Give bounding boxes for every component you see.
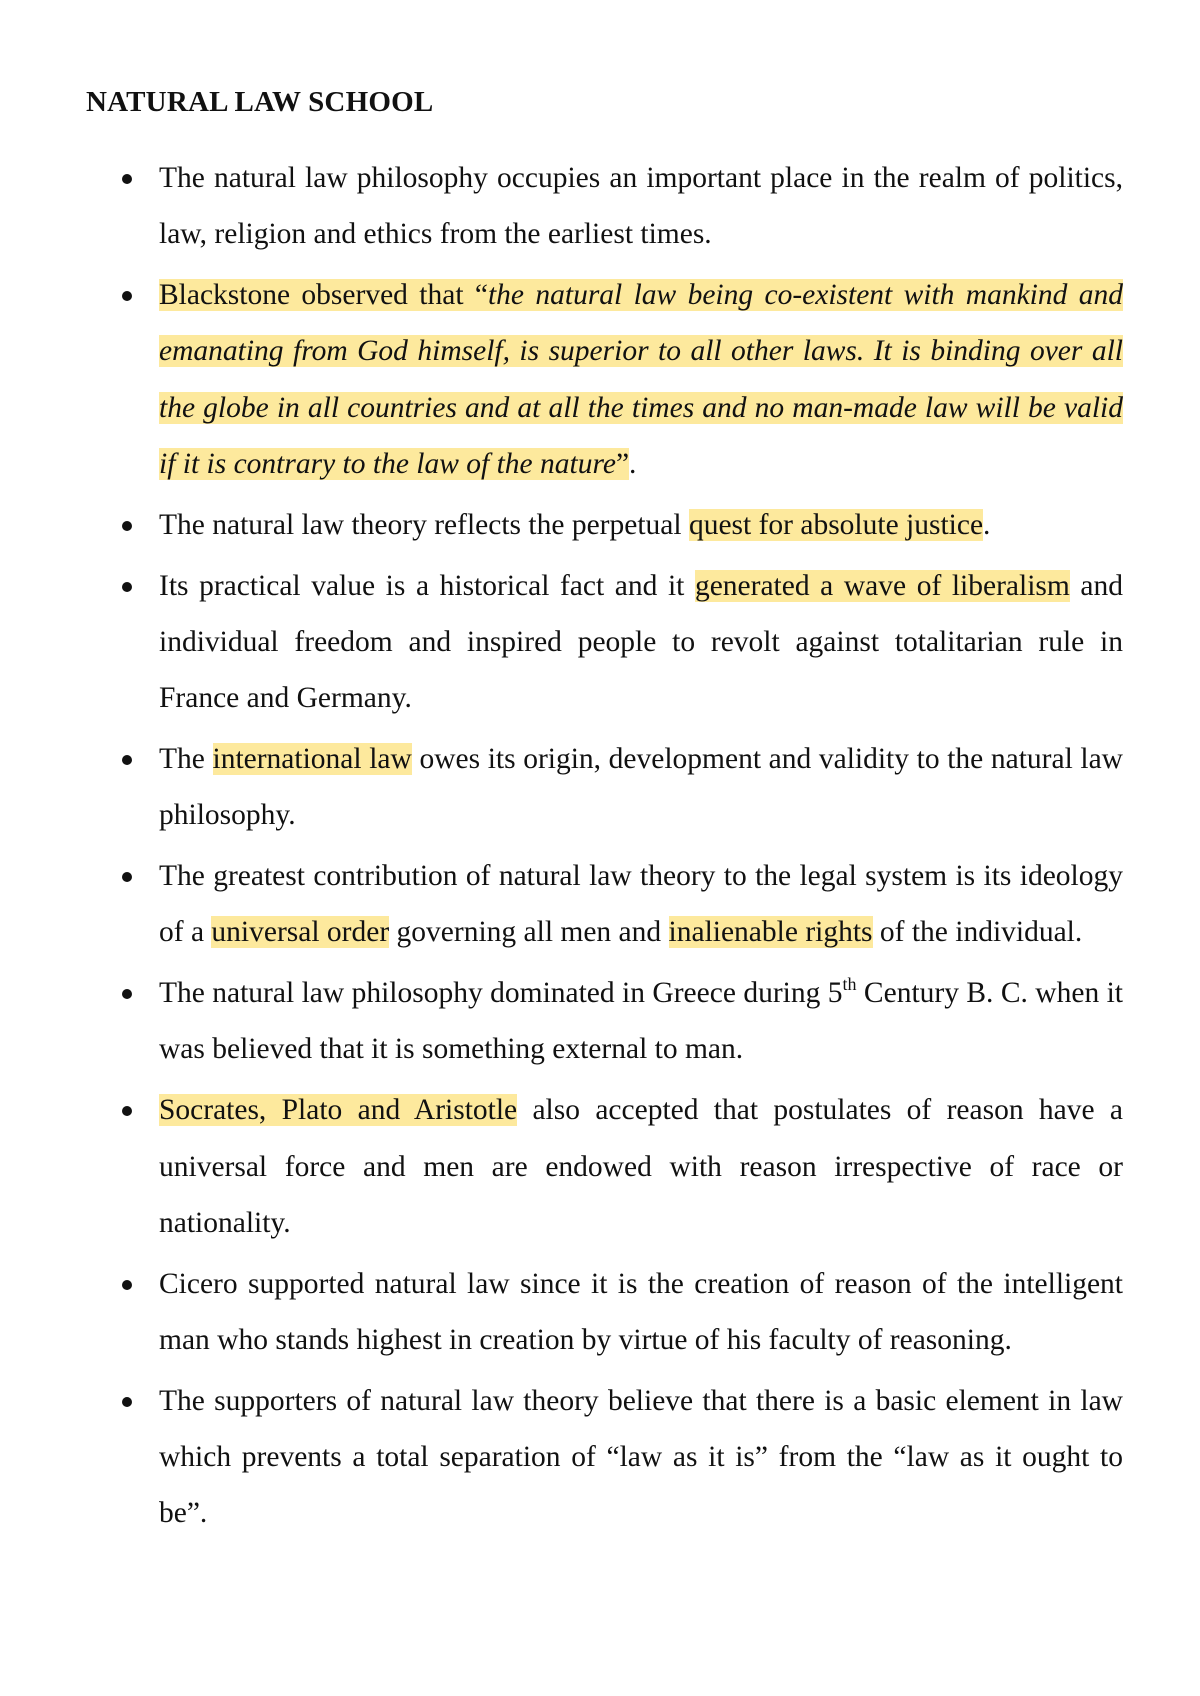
bullet-dot-icon xyxy=(122,1280,132,1290)
highlighted-text: quest for absolute justice xyxy=(688,508,984,541)
item-text: and individual freedom and inspired people to revolt against totalitarian rule in France and Germany. xyxy=(159,569,1124,715)
item-text: Its practical value is a historical fact and it xyxy=(159,569,695,602)
bullet-dot-icon xyxy=(122,582,132,592)
list-item xyxy=(0,267,1123,492)
highlighted-text: ” xyxy=(615,447,630,480)
list-item xyxy=(0,848,1123,961)
bullet-dot-icon xyxy=(122,872,132,882)
item-text: . xyxy=(983,508,991,541)
item-text: . xyxy=(629,447,637,480)
bullet-dot-icon xyxy=(122,755,132,765)
item-text: of the individual. xyxy=(872,916,1083,949)
item-text: Cicero supported natural law since it is the creation of reason of the intelligent man who stands highest in creation by virtue of his faculty of reasoning. xyxy=(159,1267,1123,1356)
list-item xyxy=(0,558,1123,727)
bullet-dot-icon xyxy=(122,521,132,531)
bullet-dot-icon xyxy=(122,1106,132,1116)
item-text: Century B. C. when it was believed that it is something external to man. xyxy=(159,977,1123,1066)
bullet-dot-icon xyxy=(122,989,132,999)
item-text: governing all men and xyxy=(389,916,669,949)
bullet-dot-icon xyxy=(122,174,132,184)
highlighted-quote: the natural law being co-existent with mankind and emanating from God himself, is superior to all other laws. It is binding over all the globe in all countries and at all the times and no man-made law will be valid if it is contrary to the law of the nature xyxy=(159,279,1123,480)
bullet-dot-icon xyxy=(122,291,132,301)
item-text: The supporters of natural law theory believe that there is a basic element in law which prevents a total separation of “law as it is” from the “law as it ought to be”. xyxy=(159,1384,1123,1530)
item-text: The xyxy=(159,742,213,775)
highlighted-text: Socrates, Plato and Aristotle xyxy=(159,1094,518,1127)
list-item xyxy=(0,1256,1123,1369)
item-text: The natural law philosophy dominated in Greece during 5 xyxy=(159,977,843,1010)
list-item xyxy=(0,965,1123,1078)
item-text: The greatest contribution of natural law theory to the legal system is its ideology of a xyxy=(159,860,1123,949)
list-item xyxy=(0,497,1123,553)
list-item xyxy=(0,150,1123,263)
list-item xyxy=(0,1373,1123,1542)
item-text: owes its origin, development and validity to the natural law philosophy. xyxy=(159,742,1123,832)
highlighted-text: Blackstone observed that “ xyxy=(159,279,488,312)
item-text: also accepted that postulates of reason have a universal force and men are endowed with reason irrespective of race or nationality. xyxy=(159,1094,1124,1239)
highlighted-text: universal order xyxy=(211,916,390,949)
highlighted-text: inalienable rights xyxy=(668,916,873,949)
bullet-dot-icon xyxy=(122,1397,132,1407)
highlighted-text: generated a wave of liberalism xyxy=(694,569,1070,602)
superscript: th xyxy=(842,974,857,995)
list-item xyxy=(0,731,1123,844)
list-item xyxy=(0,1082,1123,1251)
bullet-list xyxy=(0,150,1200,1546)
item-text: The natural law philosophy occupies an important place in the realm of politics, law, religion and ethics from the earliest times. xyxy=(159,162,1123,251)
item-text: The natural law theory reflects the perpetual xyxy=(159,508,689,541)
page-title: NATURAL LAW SCHOOL xyxy=(86,86,434,118)
highlighted-text: international law xyxy=(212,742,412,775)
